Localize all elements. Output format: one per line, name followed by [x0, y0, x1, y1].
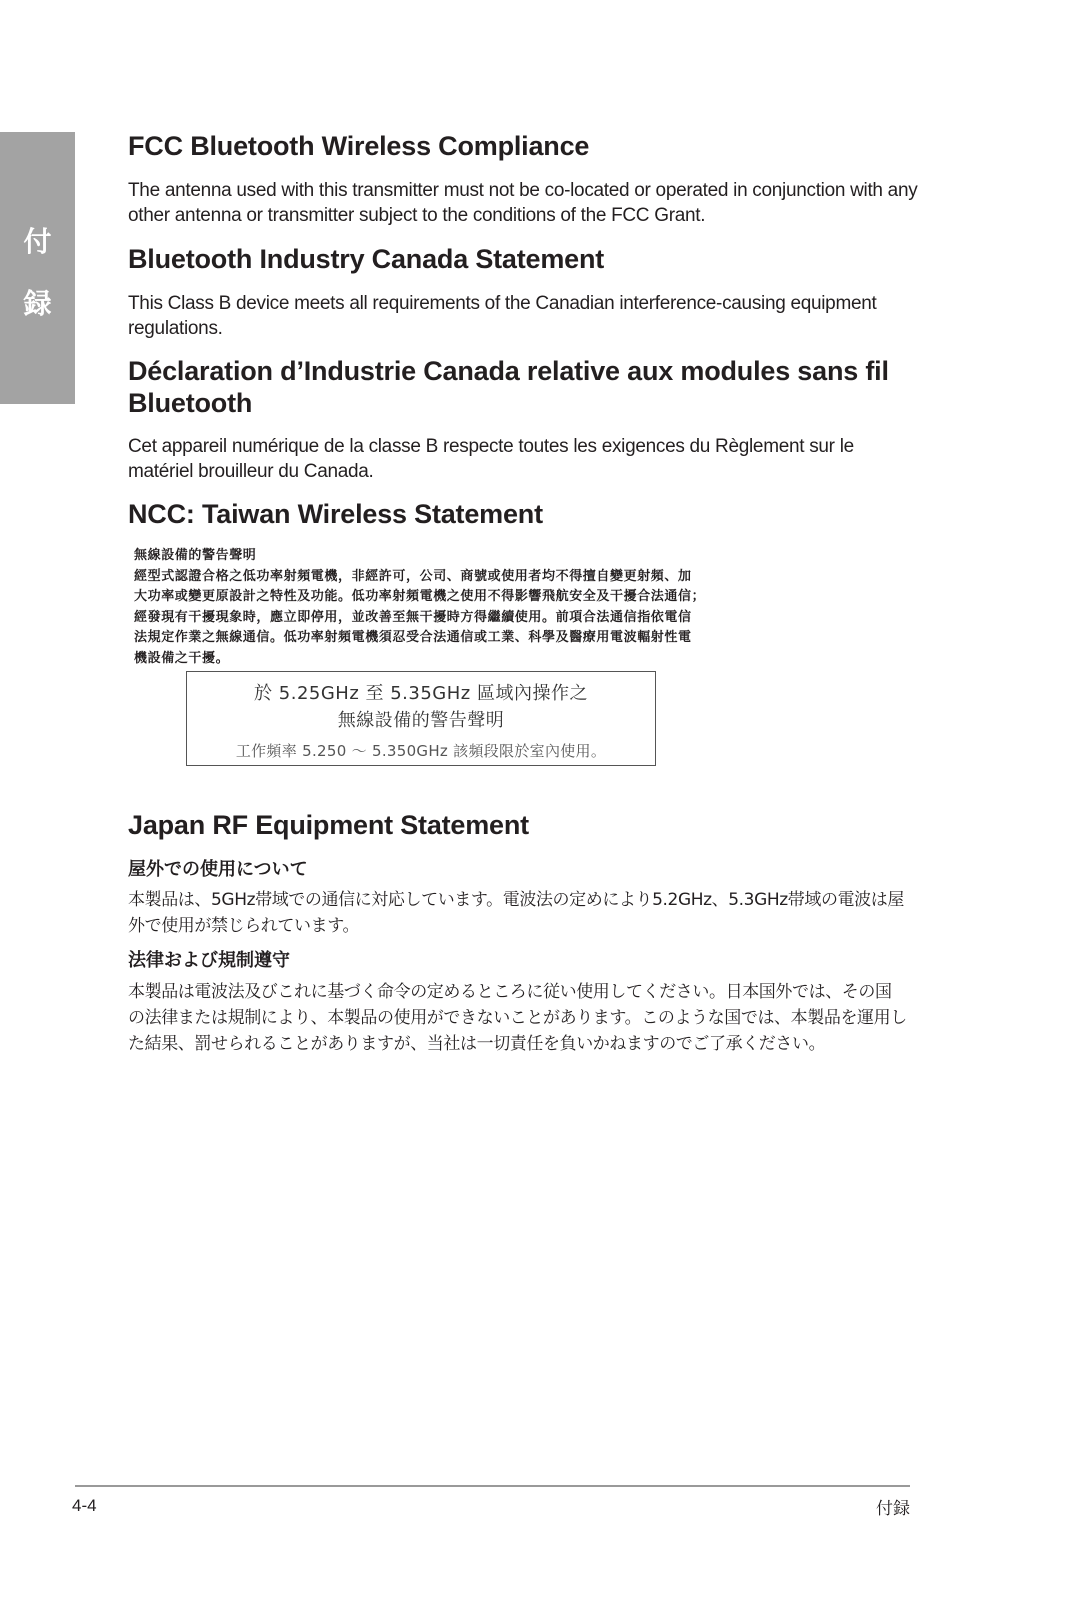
japan-subheading-outdoor: 屋外での使用について	[128, 859, 308, 880]
fcc-heading: FCC Bluetooth Wireless Compliance	[128, 131, 590, 161]
side-chapter-tab	[0, 132, 75, 404]
ncc-5ghz-notice-box	[186, 671, 656, 766]
fcc-body: The antenna used with this transmitter must not be co-located or operated in conjunction with any other antenna or transmitter subject to the conditions of the FCC Grant.	[128, 180, 918, 226]
footer-section-label: 付録	[876, 1499, 910, 1519]
ic-fr-heading: Déclaration d’Industrie Canada relative aux modules sans fil Bluetooth	[128, 356, 889, 418]
japan-heading: Japan RF Equipment Statement	[128, 810, 529, 840]
ncc-warning-text: 無線設備的警告聲明 經型式認證合格之低功率射頻電機，非經許可，公司、商號或使用者均不得擅自變更射頻、加 大功率或變更原設計之特性及功能。低功率射頻電機之使用不得影響飛航安全及干擾合法通信； 經發現有干擾現象時，應立即停用，並改善至無干擾時方得繼續使用。前項合法通信指依電信 法規定作業之無線通信。低功率射頻電機須忍受合法通信或工業、科學及醫療用電波輻射性電 機設備之干擾。	[134, 548, 706, 666]
ncc-heading: NCC: Taiwan Wireless Statement	[128, 499, 543, 529]
japan-body-outdoor: 本製品は、5GHz帯域での通信に対応しています。電波法の定めにより5.2GHz、5.3GHz帯域の電波は屋外で使用が禁じられています。	[128, 890, 904, 936]
footer-divider	[75, 1485, 910, 1487]
japan-subheading-compliance: 法律および規制遵守	[128, 950, 290, 971]
ic-fr-body: Cet appareil numérique de la classe B respecte toutes les exigences du Règlement sur le matériel brouilleur du Canada.	[128, 436, 854, 482]
notice-frequency-text: 工作頻率 5.250 ～ 5.350GHz 該頻段限於室內使用。	[235, 742, 607, 760]
side-tab-char-1: 付	[23, 225, 52, 258]
ic-body: This Class B device meets all requirements of the Canadian interference-causing equipment regulations.	[128, 293, 877, 339]
notice-title-line-2: 無線設備的警告聲明	[337, 710, 505, 731]
side-tab-char-2: 録	[23, 287, 52, 320]
footer-page-number: 4-4	[72, 1496, 97, 1515]
japan-body-compliance: 本製品は電波法及びこれに基づく命令の定めるところに従い使用してください。日本国外では、その国の法律または規制により、本製品の使用ができないことがあります。このような国では、本製品を運用した結果、罰せられることがありますが、当社は一切責任を負いかねますのでご了承ください。	[128, 982, 907, 1054]
ic-heading: Bluetooth Industry Canada Statement	[128, 244, 605, 274]
notice-title-line-1: 於 5.25GHz 至 5.35GHz 區域內操作之	[254, 683, 588, 704]
